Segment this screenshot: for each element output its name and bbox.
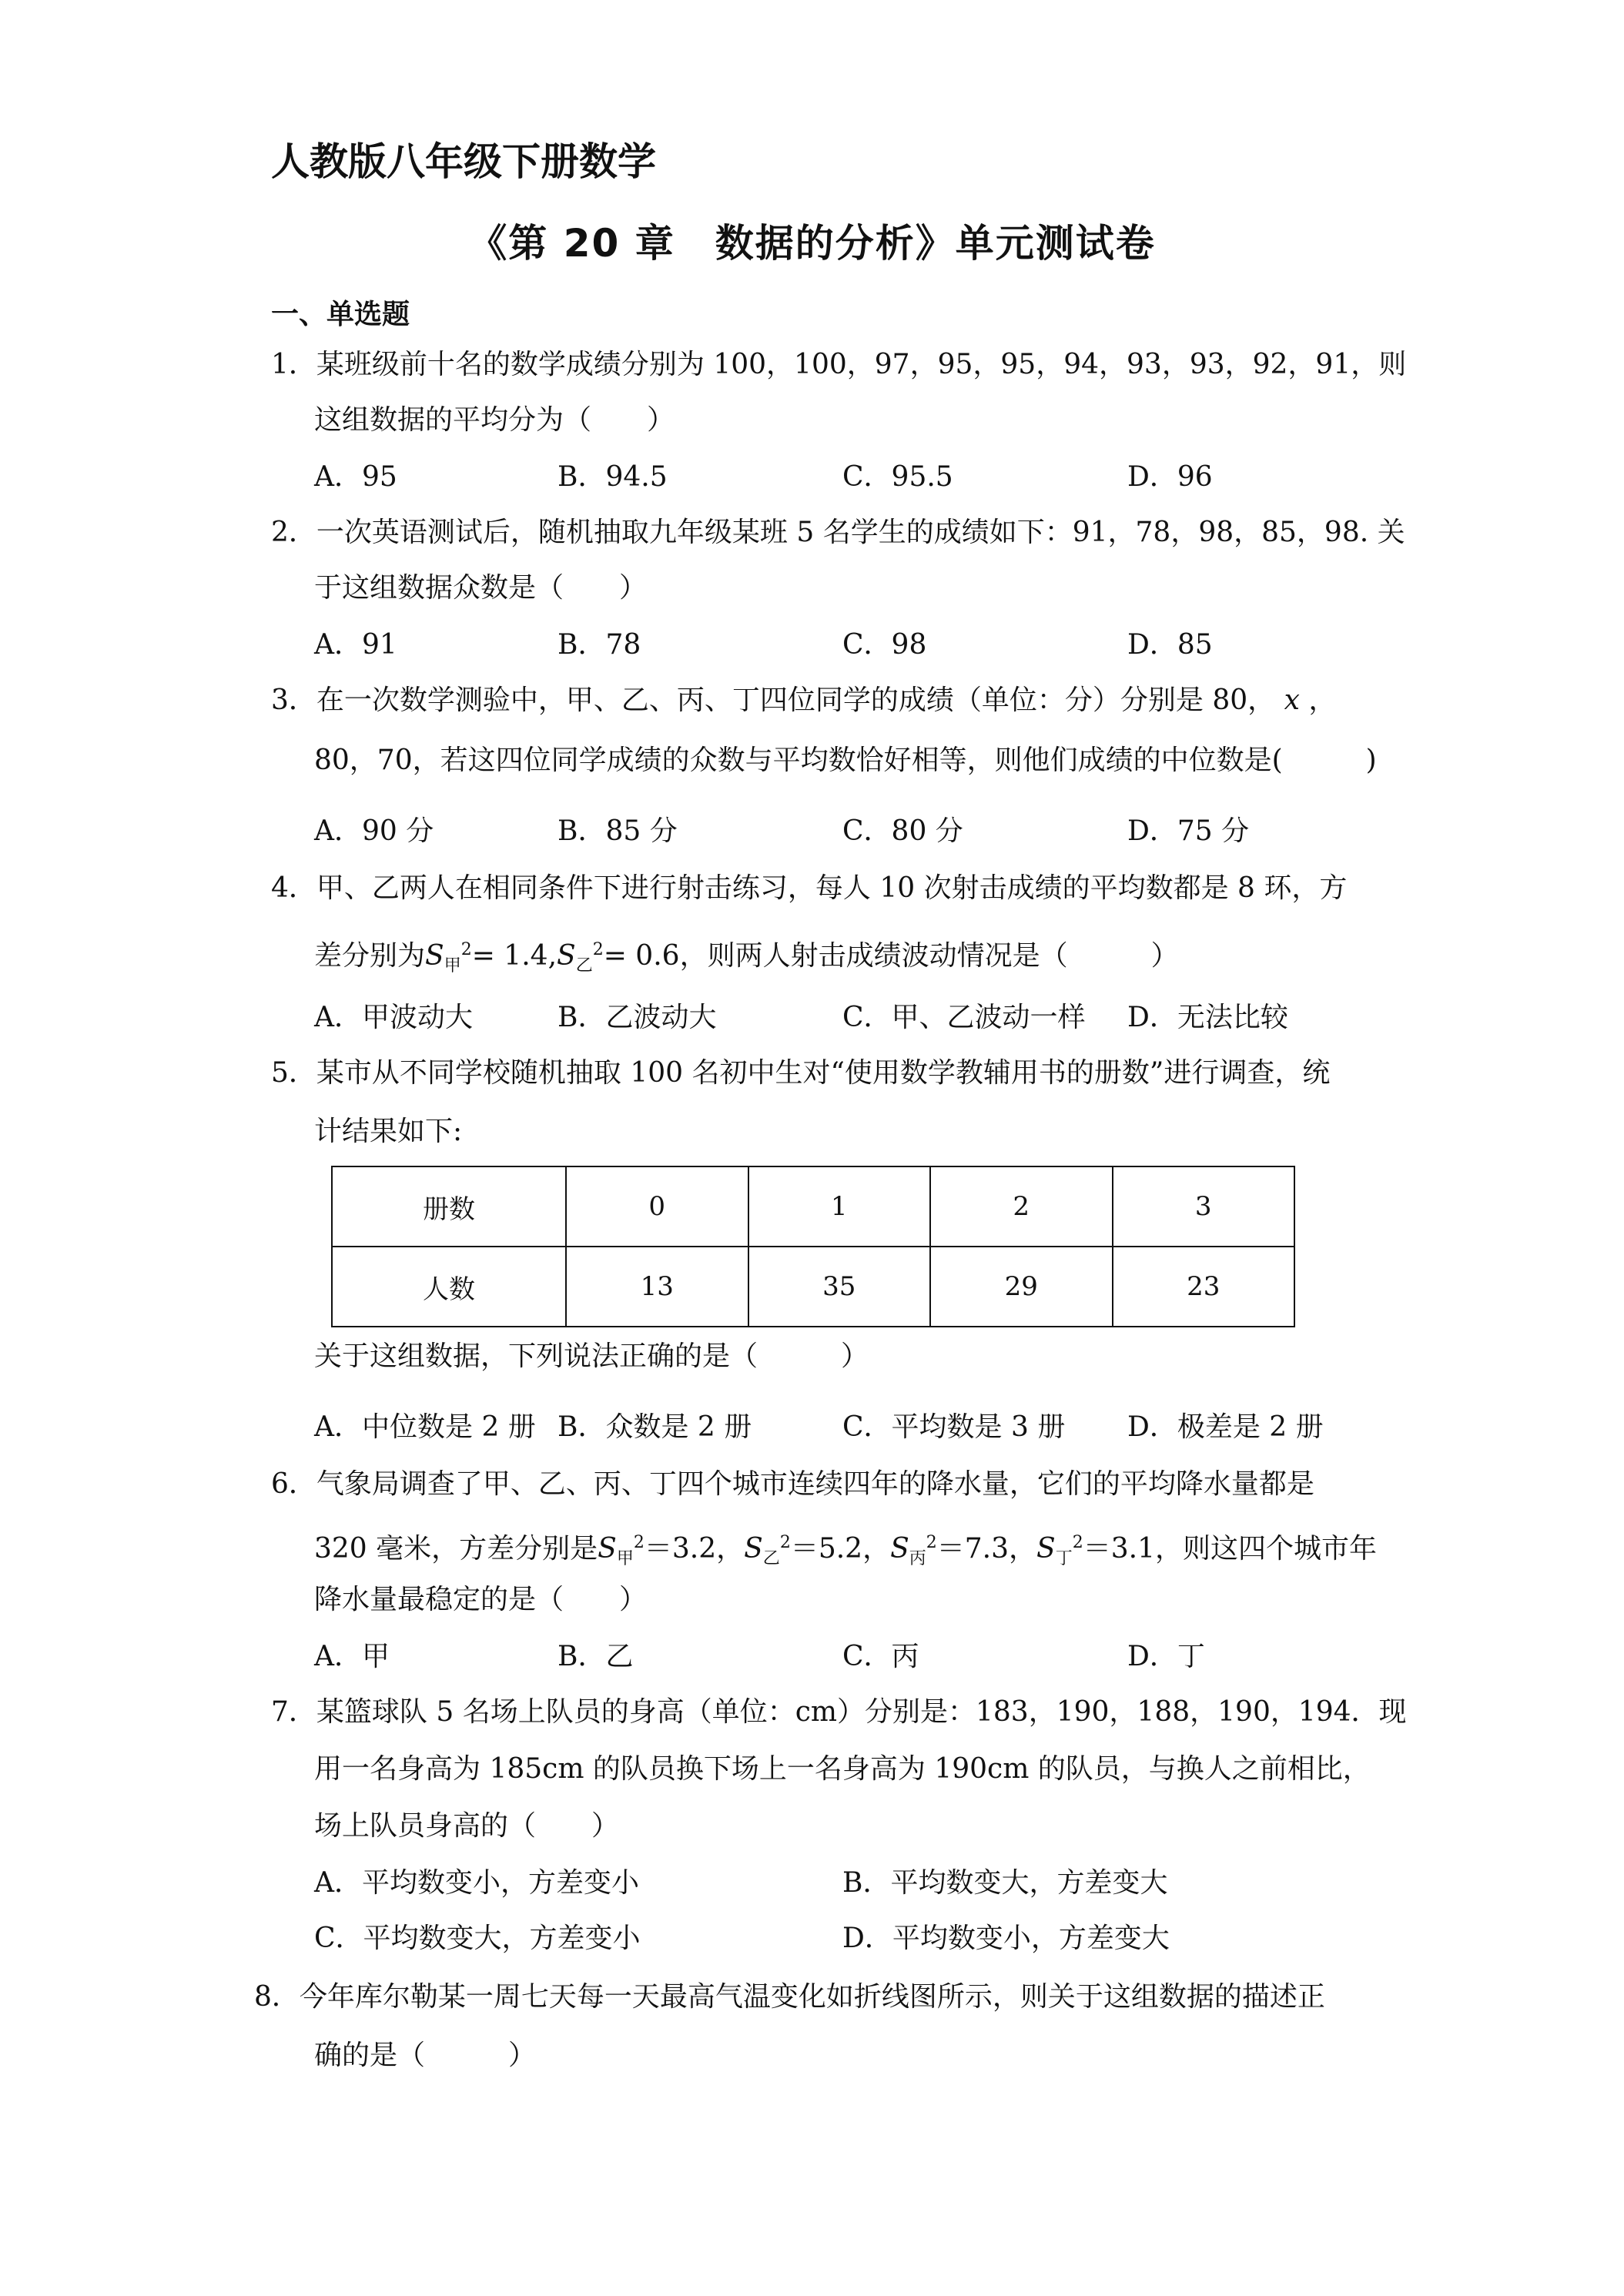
q7-option-b: B．平均数变大，方差变大 [842,1867,1168,1899]
variance-subscript: 乙 [575,956,593,976]
q4-option-c: C．甲、乙波动一样 [842,1002,1086,1033]
q3-option-d: D．75 分 [1127,815,1250,847]
table-cell: 23 [1113,1247,1295,1327]
q4-line-2 [314,933,1179,983]
variance-subscript: 丁 [1055,1549,1073,1569]
variance-value: = 1.4, [471,940,558,972]
q1-option-a: A．95 [314,461,397,493]
table-cell: 13 [566,1247,748,1327]
table-header-cell: 册数 [332,1166,566,1247]
q7-option-c: C．平均数变大，方差变小 [314,1923,641,1954]
q2-line-1: 2．一次英语测试后，随机抽取九年级某班 5 名学生的成绩如下：91，78，98，85，98. 关 [271,517,1405,548]
table-cell: 35 [748,1247,931,1327]
q3-line-1 [271,684,1336,718]
q7-line-1: 7．某篮球队 5 名场上队员的身高（单位：cm）分别是：183，190，188，190，194．现 [271,1696,1407,1728]
q3-option-c: C．80 分 [842,815,963,847]
variance-exponent: 2 [1072,1533,1083,1552]
q6-option-b: B．乙 [558,1641,634,1672]
q3-line-1-text: 3．在一次数学测验中，甲、乙、丙、丁四位同学的成绩（单位：分）分别是 80， [271,684,1276,716]
q2-option-a: A．91 [314,629,397,661]
q5-option-b: B．众数是 2 册 [558,1411,752,1443]
q5-option-c: C．平均数是 3 册 [842,1411,1066,1443]
q5-line-3: 关于这组数据，下列说法正确的是（ ） [314,1340,869,1372]
q8-line-2: 确的是（ ） [314,2040,537,2071]
q5-line-2: 计结果如下: [314,1116,463,1147]
q2-option-d: D．85 [1127,629,1213,661]
table-cell: 1 [748,1166,931,1247]
q4-option-b: B．乙波动大 [558,1002,717,1033]
table-row [332,1247,1294,1327]
q1-option-d: D．96 [1127,461,1213,493]
q6-option-d: D．丁 [1127,1641,1205,1672]
variance-symbol-s: S [890,1533,909,1565]
table-cell: 29 [930,1247,1113,1327]
table-row [332,1166,1294,1247]
q1-line-2: 这组数据的平均分为（ ） [314,404,675,436]
variance-symbol-s: S [557,940,576,972]
table-cell: 2 [930,1166,1113,1247]
variance-subscript: 乙 [762,1549,780,1569]
q4-line-2-prefix: 差分别为 [314,940,426,972]
variance-value: ＝5.2， [790,1533,891,1565]
variance-symbol-s: S [598,1533,617,1565]
q2-line-2: 于这组数据众数是（ ） [314,572,648,604]
variance-value: ＝7.3， [936,1533,1037,1565]
variance-exponent: 2 [460,940,472,959]
table-cell: 0 [566,1166,748,1247]
variance-subscript: 甲 [444,956,461,976]
variance-symbol-s: S [425,940,444,972]
variance-exponent: 2 [779,1533,791,1552]
q5-option-d: D．极差是 2 册 [1127,1411,1324,1443]
q4-line-2-suffix: ，则两人射击成绩波动情况是（ ） [679,940,1179,972]
q6-option-a: A．甲 [314,1641,390,1672]
q6-line-1: 6．气象局调查了甲、乙、丙、丁四个城市连续四年的降水量，它们的平均降水量都是 [271,1468,1314,1500]
q3-variable-x: x [1284,684,1300,716]
q7-line-3: 场上队员身高的（ ） [314,1810,620,1842]
section-heading: 一、单选题 [271,299,410,330]
q8-line-1: 8．今年库尔勒某一周七天每一天最高气温变化如折线图所示，则关于这组数据的描述正 [254,1981,1325,2013]
q3-option-a: A．90 分 [314,815,434,847]
table-cell: 3 [1113,1166,1295,1247]
q2-option-c: C．98 [842,629,927,661]
q6-line-2-prefix: 320 毫米，方差分别是 [314,1533,598,1565]
variance-exponent: 2 [926,1533,937,1552]
frequency-table [331,1166,1295,1327]
q4-line-1: 4．甲、乙两人在相同条件下进行射击练习，每人 10 次射击成绩的平均数都是 8 环，方 [271,872,1348,904]
q3-line-2: 80，70，若这四位同学成绩的众数与平均数恰好相等，则他们成绩的中位数是( ) [314,745,1377,776]
q2-option-b: B．78 [558,629,641,661]
q3-option-b: B．85 分 [558,815,678,847]
q7-line-2: 用一名身高为 185cm 的队员换下场上一名身高为 190cm 的队员，与换人之前相比， [314,1753,1371,1785]
variance-exponent: 2 [592,940,604,959]
q1-option-c: C．95.5 [842,461,953,493]
variance-symbol-s: S [744,1533,763,1565]
variance-exponent: 2 [633,1533,645,1552]
q3-line-1-tail: ， [1308,684,1337,716]
q7-option-d: D．平均数变小，方差变大 [842,1923,1170,1954]
variance-value: ＝3.2， [644,1533,745,1565]
q4-option-a: A．甲波动大 [314,1002,473,1033]
variance-symbol-s: S [1036,1533,1056,1565]
q1-option-b: B．94.5 [558,461,668,493]
q6-line-2 [314,1526,1377,1576]
page-title: 《第 20 章 数据的分析》单元测试卷 [468,221,1156,266]
table-header-cell: 人数 [332,1247,566,1327]
q1-line-1: 1．某班级前十名的数学成绩分别为 100，100，97，95，95，94，93，93，92，91，则 [271,349,1407,380]
q4-option-d: D．无法比较 [1127,1002,1288,1033]
q5-line-1: 5．某市从不同学校随机抽取 100 名初中生对“使用数学教辅用书的册数”进行调查，统 [271,1057,1331,1089]
q7-option-a: A．平均数变小，方差变小 [314,1867,639,1899]
q5-option-a: A．中位数是 2 册 [314,1411,536,1443]
variance-subscript: 甲 [616,1549,634,1569]
variance-value: ＝3.1，则这四个城市年 [1083,1533,1377,1565]
variance-subscript: 丙 [909,1549,926,1569]
q6-line-3: 降水量最稳定的是（ ） [314,1584,648,1615]
page-header: 人教版八年级下册数学 [271,139,656,184]
q6-option-c: C．丙 [842,1641,919,1672]
variance-value: = 0.6 [603,940,680,972]
